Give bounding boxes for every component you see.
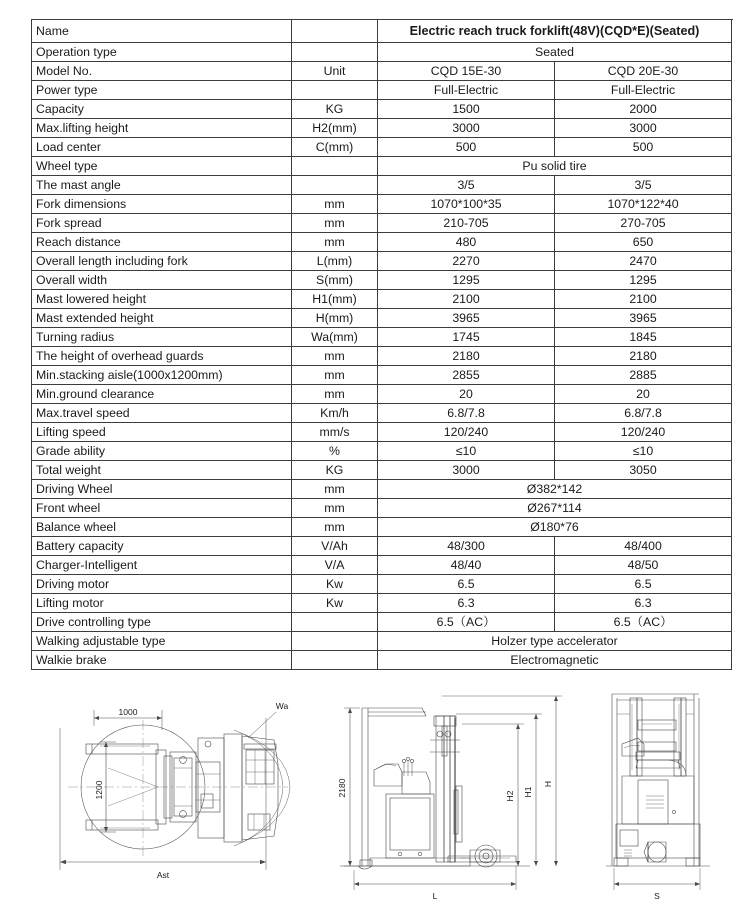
side-view-svg [330, 690, 582, 904]
row-unit: H(mm) [292, 309, 378, 328]
row-label: Fork spread [32, 214, 292, 233]
row-unit: KG [292, 100, 378, 119]
row-label: Lifting motor [32, 594, 292, 613]
row-value-model-1: Ø180*76 [378, 518, 732, 537]
row-label: Grade ability [32, 442, 292, 461]
row-unit: mm [292, 195, 378, 214]
row-value-model-1: 1745 [378, 328, 555, 347]
row-label: Wheel type [32, 157, 292, 176]
table-row [32, 423, 732, 442]
row-value-model-1: 6.8/7.8 [378, 404, 555, 423]
row-value-model-2: 6.5 [555, 575, 732, 594]
row-value-model-2: 2000 [555, 100, 732, 119]
row-unit [292, 157, 378, 176]
row-unit: S(mm) [292, 271, 378, 290]
row-label: Drive controlling type [32, 613, 292, 632]
row-value-model-1: Ø382*142 [378, 480, 732, 499]
table-row [32, 20, 732, 43]
row-label: Power type [32, 81, 292, 100]
top-view-ast-label: Ast [156, 870, 170, 880]
row-label: Battery capacity [32, 537, 292, 556]
row-value-model-1: 1295 [378, 271, 555, 290]
table-row [32, 613, 732, 632]
side-view-elevation [330, 690, 582, 904]
row-unit: mm [292, 233, 378, 252]
side-view-h1-label: H1 [523, 786, 533, 798]
table-row [32, 62, 732, 81]
table-row [32, 480, 732, 499]
row-value-model-2: 3000 [555, 119, 732, 138]
row-value-model-2: 650 [555, 233, 732, 252]
top-view-width-label: 1000 [118, 707, 138, 717]
row-unit: mm/s [292, 423, 378, 442]
row-label: Reach distance [32, 233, 292, 252]
row-unit: % [292, 442, 378, 461]
row-unit [292, 20, 378, 43]
table-row [32, 157, 732, 176]
row-value-model-2: 500 [555, 138, 732, 157]
row-value-model-2: 2180 [555, 347, 732, 366]
row-unit: mm [292, 214, 378, 233]
table-row [32, 290, 732, 309]
row-value-model-2: 20 [555, 385, 732, 404]
row-unit: KG [292, 461, 378, 480]
row-value-model-1: 2180 [378, 347, 555, 366]
table-row [32, 385, 732, 404]
row-label: Charger-Intelligent [32, 556, 292, 575]
row-value-model-1: 3/5 [378, 176, 555, 195]
row-value-model-2: 2470 [555, 252, 732, 271]
table-row [32, 252, 732, 271]
row-value-model-2: 120/240 [555, 423, 732, 442]
row-unit [292, 176, 378, 195]
table-row [32, 138, 732, 157]
row-value-model-1: CQD 15E-30 [378, 62, 555, 81]
row-unit: V/A [292, 556, 378, 575]
table-row [32, 81, 732, 100]
specification-table [31, 19, 732, 670]
row-value-model-2: Full-Electric [555, 81, 732, 100]
row-value-model-2: 3965 [555, 309, 732, 328]
row-value-model-1: 1070*100*35 [378, 195, 555, 214]
row-unit: V/Ah [292, 537, 378, 556]
row-value-model-2: 48/50 [555, 556, 732, 575]
row-value-model-2: 6.3 [555, 594, 732, 613]
row-value-model-2: 48/400 [555, 537, 732, 556]
row-label: Front wheel [32, 499, 292, 518]
row-value-model-2: 1070*122*40 [555, 195, 732, 214]
row-value-model-1: Electromagnetic [378, 651, 732, 670]
row-unit: C(mm) [292, 138, 378, 157]
row-value-model-1: 500 [378, 138, 555, 157]
row-value-model-1: Seated [378, 43, 732, 62]
table-row [32, 195, 732, 214]
row-value-model-1: 6.5（AC） [378, 613, 555, 632]
row-unit [292, 651, 378, 670]
row-unit: Unit [292, 62, 378, 81]
row-unit: H2(mm) [292, 119, 378, 138]
table-row [32, 100, 732, 119]
side-view-guard-height-label: 2180 [337, 778, 347, 798]
specification-table-body [32, 20, 732, 670]
row-value-model-2: 3050 [555, 461, 732, 480]
row-label: Operation type [32, 43, 292, 62]
row-value-model-1: 2100 [378, 290, 555, 309]
row-value-model-1: Ø267*114 [378, 499, 732, 518]
row-label: Name [32, 20, 292, 43]
row-label: Overall length including fork [32, 252, 292, 271]
row-label: Min.ground clearance [32, 385, 292, 404]
row-unit: Kw [292, 594, 378, 613]
table-row [32, 347, 732, 366]
specification-table-container [31, 19, 731, 670]
row-value-model-1: 3000 [378, 119, 555, 138]
table-row [32, 594, 732, 613]
row-value-model-1: 48/40 [378, 556, 555, 575]
table-row [32, 556, 732, 575]
row-label: Max.travel speed [32, 404, 292, 423]
front-view-width-label: S [654, 891, 660, 901]
row-unit [292, 613, 378, 632]
row-label: Walkie brake [32, 651, 292, 670]
side-view-length-label: L [432, 891, 438, 901]
row-label: Driving motor [32, 575, 292, 594]
top-view-depth-label: 1200 [94, 780, 104, 800]
row-value-model-1: 48/300 [378, 537, 555, 556]
table-row [32, 461, 732, 480]
row-label: Balance wheel [32, 518, 292, 537]
row-value-model-1: 120/240 [378, 423, 555, 442]
top-view-svg [38, 690, 338, 904]
row-label: Overall width [32, 271, 292, 290]
table-row [32, 119, 732, 138]
row-value-model-1: Holzer type accelerator [378, 632, 732, 651]
row-value-model-1: 2270 [378, 252, 555, 271]
table-row [32, 499, 732, 518]
row-label: Model No. [32, 62, 292, 81]
row-value-model-1: 3965 [378, 309, 555, 328]
table-row [32, 575, 732, 594]
row-label: Fork dimensions [32, 195, 292, 214]
row-value-model-1: 6.3 [378, 594, 555, 613]
front-view-elevation [586, 690, 736, 904]
table-row [32, 328, 732, 347]
row-value-model-2: 2885 [555, 366, 732, 385]
row-unit: Wa(mm) [292, 328, 378, 347]
table-row [32, 537, 732, 556]
row-label: Mast extended height [32, 309, 292, 328]
row-unit [292, 632, 378, 651]
row-unit: mm [292, 480, 378, 499]
row-value-model-2: 1845 [555, 328, 732, 347]
row-unit: H1(mm) [292, 290, 378, 309]
row-unit: Km/h [292, 404, 378, 423]
row-value-model-2: 3/5 [555, 176, 732, 195]
top-view-plan [38, 690, 338, 904]
row-label: Walking adjustable type [32, 632, 292, 651]
row-label: Total weight [32, 461, 292, 480]
row-value-model-1: Pu solid tire [378, 157, 732, 176]
row-unit: mm [292, 518, 378, 537]
table-row [32, 651, 732, 670]
row-value-model-2: 1295 [555, 271, 732, 290]
table-row [32, 271, 732, 290]
row-value-model-1: 210-705 [378, 214, 555, 233]
table-row [32, 518, 732, 537]
row-value-model-2: 270-705 [555, 214, 732, 233]
top-view-wa-label: Wa [275, 701, 289, 711]
row-label: Load center [32, 138, 292, 157]
row-label: Min.stacking aisle(1000x1200mm) [32, 366, 292, 385]
row-value-model-2: 2100 [555, 290, 732, 309]
row-label: The height of overhead guards [32, 347, 292, 366]
row-value-model-1: 480 [378, 233, 555, 252]
table-row [32, 43, 732, 62]
row-label: Turning radius [32, 328, 292, 347]
row-unit: L(mm) [292, 252, 378, 271]
row-value-model-1: 6.5 [378, 575, 555, 594]
table-row [32, 214, 732, 233]
row-unit [292, 43, 378, 62]
row-label: The mast angle [32, 176, 292, 195]
row-unit: mm [292, 366, 378, 385]
table-row [32, 176, 732, 195]
table-row [32, 442, 732, 461]
row-label: Mast lowered height [32, 290, 292, 309]
table-row [32, 404, 732, 423]
row-unit: Kw [292, 575, 378, 594]
row-value-model-1: 2855 [378, 366, 555, 385]
row-value-model-1: 3000 [378, 461, 555, 480]
table-title: Electric reach truck forklift(48V)(CQD*E)(Seated) [378, 20, 732, 43]
row-value-model-2: ≤10 [555, 442, 732, 461]
row-label: Lifting speed [32, 423, 292, 442]
row-label: Capacity [32, 100, 292, 119]
technical-drawings [0, 690, 748, 904]
row-label: Max.lifting height [32, 119, 292, 138]
row-value-model-1: ≤10 [378, 442, 555, 461]
table-row [32, 366, 732, 385]
row-value-model-2: 6.5（AC） [555, 613, 732, 632]
row-value-model-1: 1500 [378, 100, 555, 119]
row-unit: mm [292, 499, 378, 518]
table-row [32, 632, 732, 651]
front-view-svg [586, 690, 736, 904]
row-unit [292, 81, 378, 100]
row-value-model-1: Full-Electric [378, 81, 555, 100]
table-row [32, 309, 732, 328]
row-value-model-2: 6.8/7.8 [555, 404, 732, 423]
row-value-model-2: CQD 20E-30 [555, 62, 732, 81]
row-value-model-1: 20 [378, 385, 555, 404]
row-label: Driving Wheel [32, 480, 292, 499]
row-unit: mm [292, 347, 378, 366]
row-unit: mm [292, 385, 378, 404]
table-row [32, 233, 732, 252]
side-view-h-label: H [543, 780, 553, 788]
side-view-h2-label: H2 [505, 790, 515, 802]
